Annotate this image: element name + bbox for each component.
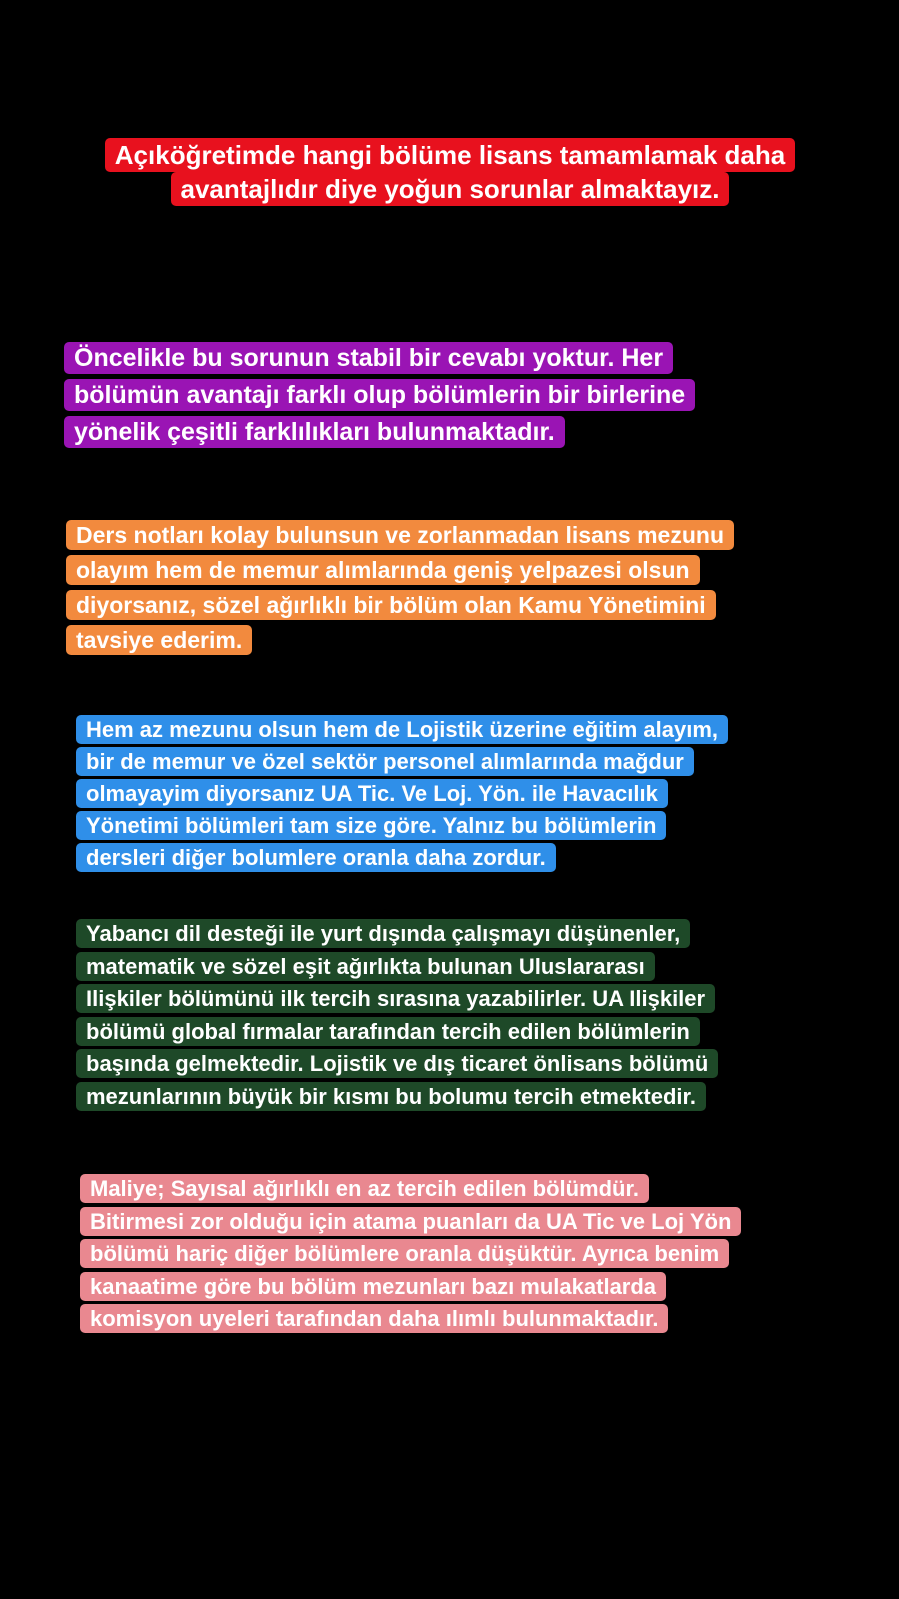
lojistik-havacilik-block: [76, 714, 876, 874]
kamu-yonetimi-line-3: diyorsanız, sözel ağırlıklı bir bölüm olan Kamu Yönetimini: [66, 590, 716, 620]
uluslararasi-iliskiler-text: [76, 918, 876, 1113]
kamu-yonetimi-line-4: tavsiye ederim.: [66, 625, 252, 655]
ui-line-3: Ilişkiler bölümünü ilk tercih sırasına yazabilirler. UA Ilişkiler: [76, 984, 715, 1013]
question-line-2: avantajlıdır diye yoğun sorunlar almaktayız.: [171, 172, 730, 206]
maliye-block: [80, 1173, 890, 1336]
question-line-1: Açıköğretimde hangi bölüme lisans tamamlamak daha: [105, 138, 795, 172]
maliye-line-4: kanaatime göre bu bölüm mezunları bazı mulakatlarda: [80, 1272, 666, 1301]
intro-line-3: yönelik çeşitli farklılıkları bulunmaktadır.: [64, 416, 565, 448]
uluslararasi-iliskiler-block: [76, 918, 876, 1113]
ui-line-6: mezunlarının büyük bir kısmı bu bolumu tercih etmektedir.: [76, 1082, 706, 1111]
maliye-line-3: bölümü hariç diğer bölümlere oranla düşüktür. Ayrıca benim: [80, 1239, 729, 1268]
ui-line-5: başında gelmektedir. Lojistik ve dış ticaret önlisans bölümü: [76, 1049, 718, 1078]
kamu-yonetimi-text: [66, 518, 856, 658]
maliye-line-2: Bitirmesi zor olduğu için atama puanları da UA Tic ve Loj Yön: [80, 1207, 741, 1236]
ui-line-1: Yabancı dil desteği ile yurt dışında çalışmayı düşünenler,: [76, 919, 690, 948]
kamu-yonetimi-line-1: Ders notları kolay bulunsun ve zorlanmadan lisans mezunu: [66, 520, 734, 550]
intro-line-1: Öncelikle bu sorunun stabil bir cevabı yoktur. Her: [64, 342, 673, 374]
lojistik-line-5: dersleri diğer bolumlere oranla daha zordur.: [76, 843, 556, 872]
maliye-line-5: komisyon uyeleri tarafından daha ılımlı bulunmaktadır.: [80, 1304, 668, 1333]
ui-line-2: matematik ve sözel eşit ağırlıkta bulunan Uluslararası: [76, 952, 655, 981]
lojistik-havacilik-text: [76, 714, 876, 874]
intro-text: [64, 340, 854, 451]
ui-line-4: bölümü global fırmalar tarafından tercih edilen bölümlerin: [76, 1017, 700, 1046]
lojistik-line-3: olmayayim diyorsanız UA Tic. Ve Loj. Yön. ile Havacılık: [76, 779, 668, 808]
lojistik-line-2: bir de memur ve özel sektör personel alımlarında mağdur: [76, 747, 694, 776]
lojistik-line-1: Hem az mezunu olsun hem de Lojistik üzerine eğitim alayım,: [76, 715, 728, 744]
maliye-line-1: Maliye; Sayısal ağırlıklı en az tercih edilen bölümdür.: [80, 1174, 649, 1203]
question-block: [30, 138, 870, 206]
maliye-text: [80, 1173, 890, 1336]
kamu-yonetimi-block: [66, 518, 856, 658]
kamu-yonetimi-line-2: olayım hem de memur alımlarında geniş yelpazesi olsun: [66, 555, 700, 585]
question-text: [30, 138, 870, 206]
intro-block: [64, 340, 854, 451]
lojistik-line-4: Yönetimi bölümleri tam size göre. Yalnız bu bölümlerin: [76, 811, 666, 840]
intro-line-2: bölümün avantajı farklı olup bölümlerin bir birlerine: [64, 379, 695, 411]
